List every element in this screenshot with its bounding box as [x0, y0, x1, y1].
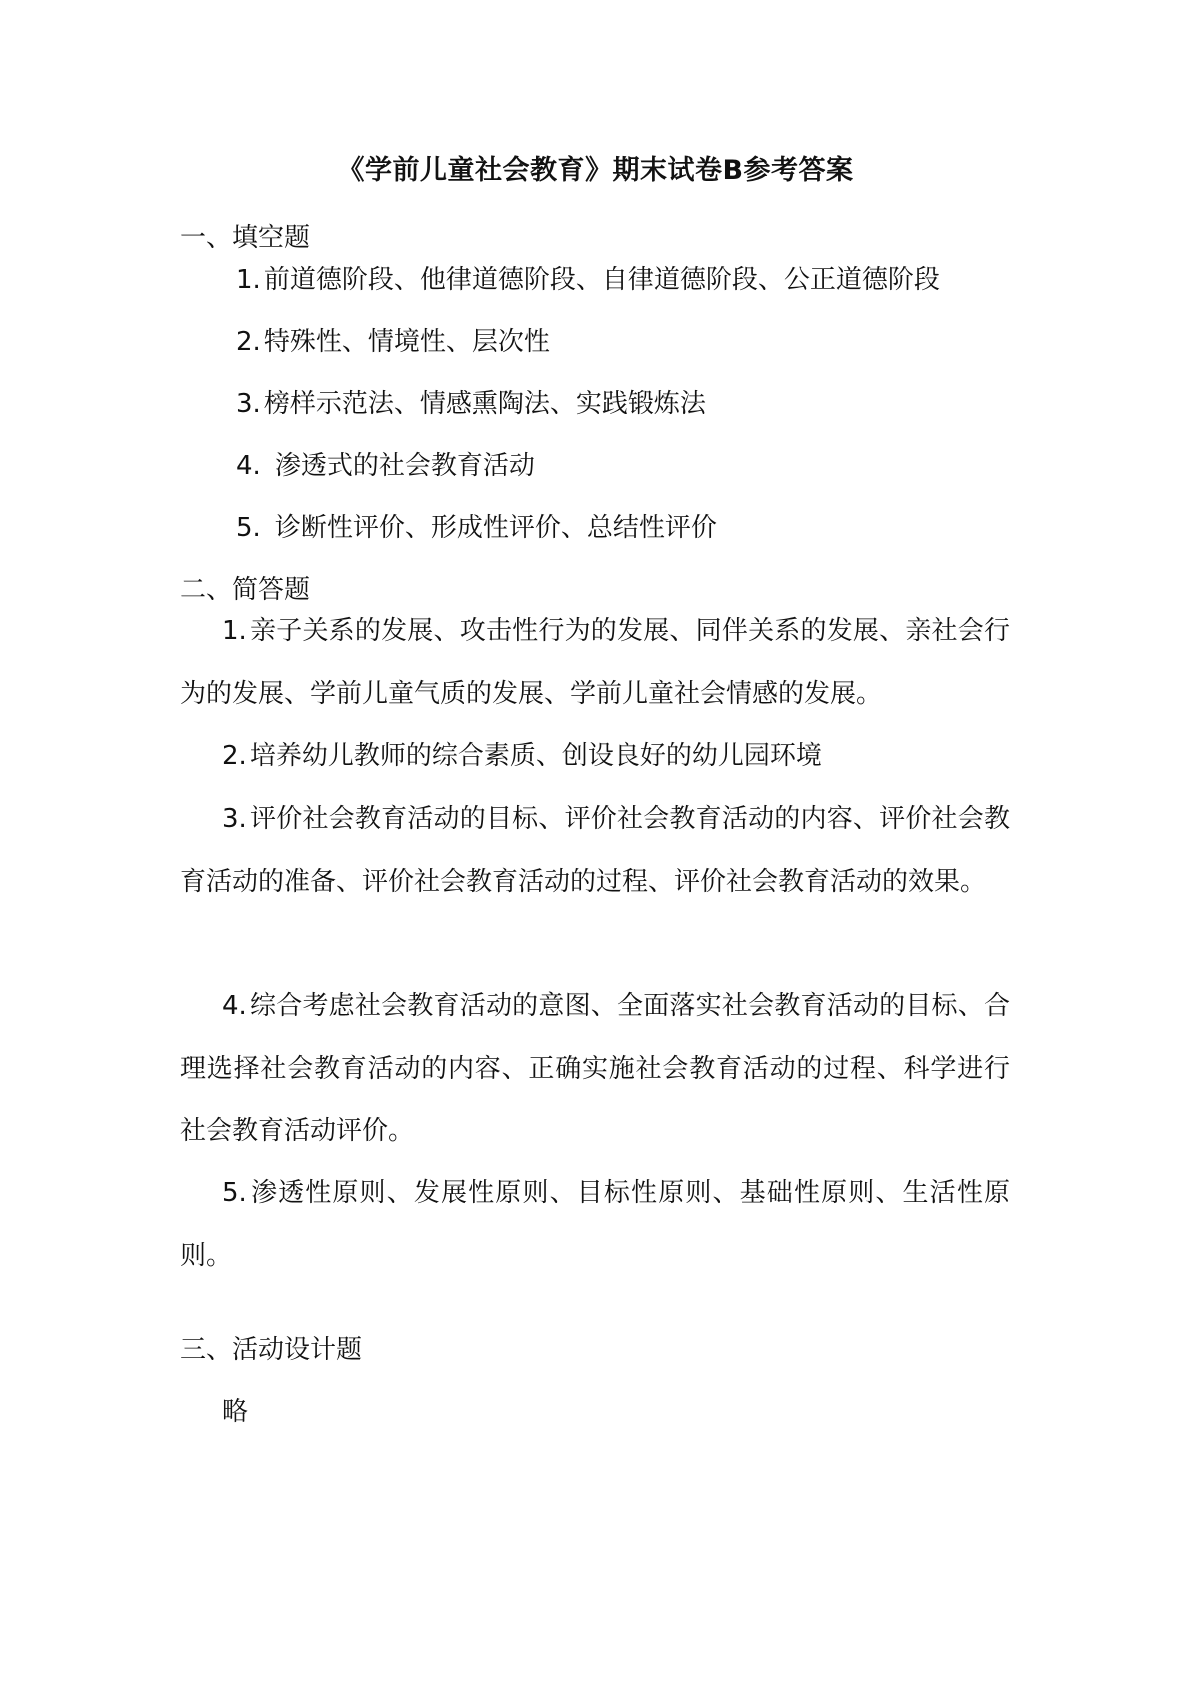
answer-number: 4.	[236, 451, 261, 481]
short-answer-3	[180, 788, 1010, 913]
answer-number: 2.	[222, 741, 247, 771]
section-heading-fill-blank: 一、填空题	[180, 223, 311, 253]
answer-number: 2.	[236, 327, 261, 357]
short-answer-1	[180, 600, 1010, 725]
document-title: 《学前儿童社会教育》期末试卷B参考答案	[337, 155, 854, 186]
answer-number: 3.	[236, 389, 261, 419]
answer-text: 前道德阶段、他律道德阶段、自律道德阶段、公正道德阶段	[263, 265, 940, 295]
section-heading-short-answer: 二、简答题	[180, 575, 311, 605]
fill-blank-answer-1	[236, 260, 940, 300]
fill-blank-answer-3	[236, 384, 706, 424]
fill-blank-answer-4	[236, 446, 535, 486]
answer-text: 综合考虑社会教育活动的意图、全面落实社会教育活动的目标、合理选择社会教育活动的内容、正确实施社会教育活动的过程、科学进行社会教育活动评价。	[180, 991, 1010, 1146]
answer-text: 渗透性原则、发展性原则、目标性原则、基础性原则、生活性原则。	[180, 1178, 1010, 1271]
activity-design-answer: 略	[222, 1397, 249, 1427]
answer-text: 亲子关系的发展、攻击性行为的发展、同伴关系的发展、亲社会行为的发展、学前儿童气质的发展、学前儿童社会情感的发展。	[180, 616, 1010, 709]
short-answer-5	[180, 1162, 1010, 1287]
fill-blank-answer-2	[236, 322, 550, 362]
short-answer-4	[180, 975, 1010, 1163]
answer-text: 评价社会教育活动的目标、评价社会教育活动的内容、评价社会教育活动的准备、评价社会教育活动的过程、评价社会教育活动的效果。	[180, 804, 1010, 897]
answer-number: 4.	[222, 991, 247, 1021]
answer-text: 诊断性评价、形成性评价、总结性评价	[274, 513, 717, 543]
short-answer-2	[180, 725, 1010, 788]
answer-text: 特殊性、情境性、层次性	[263, 327, 550, 357]
answer-number: 1.	[222, 616, 247, 646]
answer-number: 5.	[236, 513, 261, 543]
section-heading-activity-design: 三、活动设计题	[180, 1335, 363, 1365]
answer-number: 3.	[222, 804, 247, 834]
answer-text: 榜样示范法、情感熏陶法、实践锻炼法	[263, 389, 706, 419]
answer-number: 5.	[222, 1178, 247, 1208]
answer-number: 1.	[236, 265, 261, 295]
answer-text: 渗透式的社会教育活动	[274, 451, 535, 481]
answer-text: 培养幼儿教师的综合素质、创设良好的幼儿园环境	[249, 741, 822, 771]
fill-blank-answer-5	[236, 508, 717, 548]
